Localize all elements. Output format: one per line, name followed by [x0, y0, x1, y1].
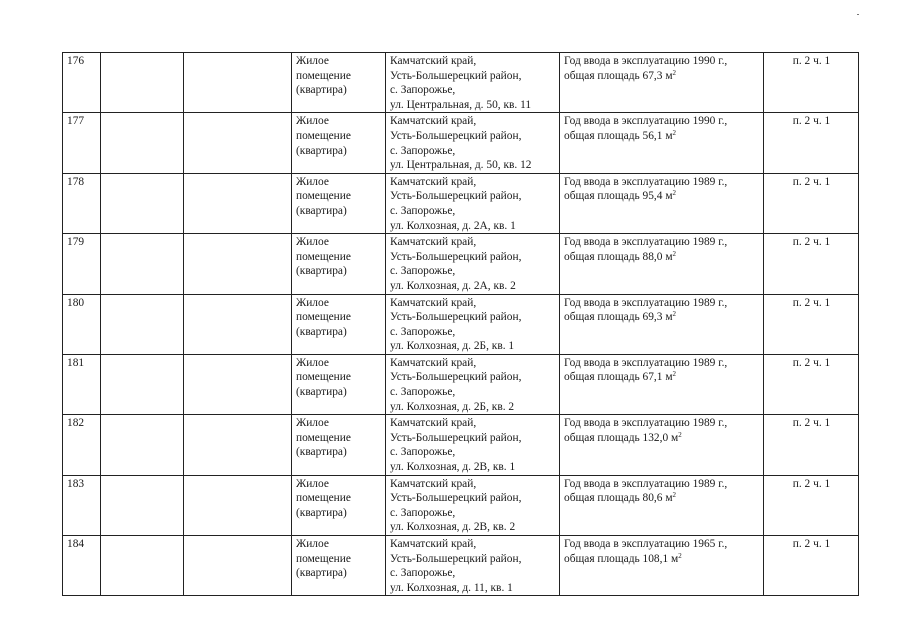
row-number: 181 — [63, 354, 101, 414]
total-area-line — [564, 189, 760, 204]
registry-body — [63, 53, 859, 596]
address-line-4: ул. Центральная, д. 50, кв. 12 — [390, 159, 532, 172]
row-number: 183 — [63, 475, 101, 535]
address-cell — [386, 294, 560, 354]
legal-basis-cell: п. 2 ч. 1 — [764, 415, 859, 475]
property-type-cell — [292, 173, 386, 233]
table-row — [63, 234, 859, 294]
total-area-line — [564, 250, 760, 265]
total-area: общая площадь 67,1 м — [564, 371, 673, 384]
total-area-line — [564, 310, 760, 325]
property-type-line-2: помещение — [296, 69, 351, 82]
empty-cell-col3 — [184, 234, 292, 294]
address-cell — [386, 475, 560, 535]
address-line-4: ул. Центральная, д. 50, кв. 11 — [390, 98, 532, 111]
address-line-3: с. Запорожье, — [390, 567, 456, 580]
commission-year: Год ввода в эксплуатацию 1965 г., — [564, 538, 728, 550]
table-row — [63, 173, 859, 233]
row-number: 179 — [63, 234, 101, 294]
address-line-4: ул. Колхозная, д. 11, кв. 1 — [390, 581, 513, 594]
property-type-cell — [292, 354, 386, 414]
address-cell — [386, 113, 560, 173]
address-line-2: Усть-Большерецкий район, — [390, 129, 522, 142]
property-type-line-3: (квартира) — [296, 325, 347, 338]
description-cell — [560, 415, 764, 475]
empty-cell-col3 — [184, 113, 292, 173]
legal-basis-cell: п. 2 ч. 1 — [764, 53, 859, 113]
address-cell — [386, 173, 560, 233]
address-line-1: Камчатский край, — [390, 115, 477, 128]
empty-cell-col3 — [184, 415, 292, 475]
address-line-3: с. Запорожье, — [390, 506, 456, 519]
property-type-cell — [292, 294, 386, 354]
property-type-line-2: помещение — [296, 371, 351, 384]
address-line-1: Камчатский край, — [390, 477, 477, 490]
table-row — [63, 53, 859, 113]
address-line-1: Камчатский край, — [390, 55, 477, 67]
legal-basis-cell: п. 2 ч. 1 — [764, 173, 859, 233]
property-type-line-1: Жилое — [296, 417, 329, 430]
address-line-4: ул. Колхозная, д. 2А, кв. 2 — [390, 279, 516, 292]
property-type-line-2: помещение — [296, 431, 351, 444]
total-area-line — [564, 431, 760, 446]
address-line-3: с. Запорожье, — [390, 204, 456, 217]
total-area: общая площадь 56,1 м — [564, 129, 673, 142]
address-line-4: ул. Колхозная, д. 2А, кв. 1 — [390, 219, 516, 232]
total-area: общая площадь 95,4 м — [564, 190, 673, 203]
total-area: общая площадь 88,0 м — [564, 250, 673, 263]
address-line-1: Камчатский край, — [390, 236, 477, 249]
commission-year: Год ввода в эксплуатацию 1989 г., — [564, 356, 728, 369]
address-line-2: Усть-Большерецкий район, — [390, 250, 522, 263]
address-line-2: Усть-Большерецкий район, — [390, 190, 522, 203]
property-type-line-1: Жилое — [296, 175, 329, 188]
empty-cell-col3 — [184, 173, 292, 233]
property-type-cell — [292, 415, 386, 475]
total-area: общая площадь 67,3 м — [564, 69, 673, 82]
address-line-1: Камчатский край, — [390, 538, 477, 550]
address-line-2: Усть-Большерецкий район, — [390, 371, 522, 384]
empty-cell-col2 — [101, 113, 184, 173]
address-line-4: ул. Колхозная, д. 2Б, кв. 1 — [390, 340, 515, 353]
total-area-line — [564, 370, 760, 385]
address-cell — [386, 354, 560, 414]
area-unit-exponent: 2 — [672, 189, 677, 198]
property-type-line-1: Жилое — [296, 477, 329, 490]
property-type-line-1: Жилое — [296, 538, 329, 550]
property-type-line-2: помещение — [296, 129, 351, 142]
address-line-2: Усть-Большерецкий район, — [390, 552, 522, 565]
address-line-3: с. Запорожье, — [390, 265, 456, 278]
address-cell — [386, 415, 560, 475]
address-line-1: Камчатский край, — [390, 356, 477, 369]
property-registry-table — [62, 52, 859, 596]
property-type-line-1: Жилое — [296, 115, 329, 128]
description-cell — [560, 354, 764, 414]
empty-cell-col2 — [101, 234, 184, 294]
property-type-line-1: Жилое — [296, 55, 329, 67]
total-area: общая площадь 80,6 м — [564, 492, 673, 505]
table-row — [63, 354, 859, 414]
legal-basis-cell: п. 2 ч. 1 — [764, 536, 859, 596]
scan-speck — [857, 14, 859, 15]
empty-cell-col2 — [101, 536, 184, 596]
property-type-cell — [292, 53, 386, 113]
area-unit-exponent: 2 — [672, 128, 677, 137]
property-type-line-2: помещение — [296, 552, 351, 565]
address-line-2: Усть-Большерецкий район, — [390, 492, 522, 505]
empty-cell-col3 — [184, 536, 292, 596]
property-type-line-2: помещение — [296, 492, 351, 505]
table-row — [63, 294, 859, 354]
table-row — [63, 536, 859, 596]
property-type-line-3: (квартира) — [296, 506, 347, 519]
area-unit-exponent: 2 — [672, 310, 677, 319]
empty-cell-col2 — [101, 475, 184, 535]
property-type-line-2: помещение — [296, 250, 351, 263]
description-cell — [560, 234, 764, 294]
address-cell — [386, 53, 560, 113]
address-line-4: ул. Колхозная, д. 2В, кв. 2 — [390, 521, 516, 534]
table-row — [63, 475, 859, 535]
legal-basis-cell: п. 2 ч. 1 — [764, 354, 859, 414]
legal-basis-cell: п. 2 ч. 1 — [764, 234, 859, 294]
row-number: 178 — [63, 173, 101, 233]
row-number: 182 — [63, 415, 101, 475]
row-number: 184 — [63, 536, 101, 596]
row-number: 177 — [63, 113, 101, 173]
property-type-line-3: (квартира) — [296, 446, 347, 459]
property-type-line-3: (квартира) — [296, 84, 347, 97]
address-line-1: Камчатский край, — [390, 175, 477, 188]
empty-cell-col2 — [101, 415, 184, 475]
empty-cell-col2 — [101, 294, 184, 354]
commission-year: Год ввода в эксплуатацию 1989 г., — [564, 236, 728, 249]
address-line-3: с. Запорожье, — [390, 84, 456, 97]
address-line-3: с. Запорожье, — [390, 325, 456, 338]
address-line-1: Камчатский край, — [390, 417, 477, 430]
address-line-2: Усть-Большерецкий район, — [390, 311, 522, 324]
description-cell — [560, 173, 764, 233]
empty-cell-col2 — [101, 173, 184, 233]
area-unit-exponent: 2 — [672, 68, 677, 77]
total-area: общая площадь 69,3 м — [564, 311, 673, 324]
total-area-line — [564, 129, 760, 144]
empty-cell-col3 — [184, 294, 292, 354]
commission-year: Год ввода в эксплуатацию 1990 г., — [564, 55, 728, 67]
property-type-line-3: (квартира) — [296, 204, 347, 217]
description-cell — [560, 294, 764, 354]
total-area: общая площадь 108,1 м — [564, 552, 679, 565]
property-type-line-3: (квартира) — [296, 144, 347, 157]
row-number: 180 — [63, 294, 101, 354]
property-type-line-1: Жилое — [296, 296, 329, 309]
description-cell — [560, 113, 764, 173]
commission-year: Год ввода в эксплуатацию 1989 г., — [564, 175, 728, 188]
address-line-4: ул. Колхозная, д. 2В, кв. 1 — [390, 461, 516, 474]
address-line-3: с. Запорожье, — [390, 446, 456, 459]
legal-basis-cell: п. 2 ч. 1 — [764, 113, 859, 173]
area-unit-exponent: 2 — [672, 491, 677, 500]
property-type-line-3: (квартира) — [296, 386, 347, 399]
address-line-4: ул. Колхозная, д. 2Б, кв. 2 — [390, 400, 515, 413]
property-type-cell — [292, 475, 386, 535]
table-row — [63, 113, 859, 173]
address-line-2: Усть-Большерецкий район, — [390, 431, 522, 444]
table-row — [63, 415, 859, 475]
empty-cell-col3 — [184, 53, 292, 113]
property-type-line-1: Жилое — [296, 236, 329, 249]
legal-basis-cell: п. 2 ч. 1 — [764, 294, 859, 354]
property-type-line-2: помещение — [296, 190, 351, 203]
commission-year: Год ввода в эксплуатацию 1990 г., — [564, 115, 728, 128]
description-cell — [560, 53, 764, 113]
total-area: общая площадь 132,0 м — [564, 431, 679, 444]
area-unit-exponent: 2 — [678, 430, 682, 439]
total-area-line — [564, 69, 760, 84]
empty-cell-col3 — [184, 475, 292, 535]
property-type-line-3: (квартира) — [296, 265, 347, 278]
commission-year: Год ввода в эксплуатацию 1989 г., — [564, 477, 728, 490]
address-line-3: с. Запорожье, — [390, 386, 456, 399]
total-area-line — [564, 491, 760, 506]
description-cell — [560, 536, 764, 596]
area-unit-exponent: 2 — [678, 551, 682, 560]
address-line-3: с. Запорожье, — [390, 144, 456, 157]
property-type-line-1: Жилое — [296, 356, 329, 369]
row-number: 176 — [63, 53, 101, 113]
commission-year: Год ввода в эксплуатацию 1989 г., — [564, 417, 728, 430]
empty-cell-col3 — [184, 354, 292, 414]
total-area-line — [564, 552, 760, 567]
property-type-cell — [292, 234, 386, 294]
property-type-cell — [292, 536, 386, 596]
area-unit-exponent: 2 — [672, 249, 677, 258]
empty-cell-col2 — [101, 53, 184, 113]
address-line-1: Камчатский край, — [390, 296, 477, 309]
property-type-line-3: (квартира) — [296, 567, 347, 580]
property-type-cell — [292, 113, 386, 173]
property-type-line-2: помещение — [296, 311, 351, 324]
description-cell — [560, 475, 764, 535]
address-line-2: Усть-Большерецкий район, — [390, 69, 522, 82]
address-cell — [386, 536, 560, 596]
address-cell — [386, 234, 560, 294]
area-unit-exponent: 2 — [672, 370, 677, 379]
commission-year: Год ввода в эксплуатацию 1989 г., — [564, 296, 728, 309]
empty-cell-col2 — [101, 354, 184, 414]
legal-basis-cell: п. 2 ч. 1 — [764, 475, 859, 535]
